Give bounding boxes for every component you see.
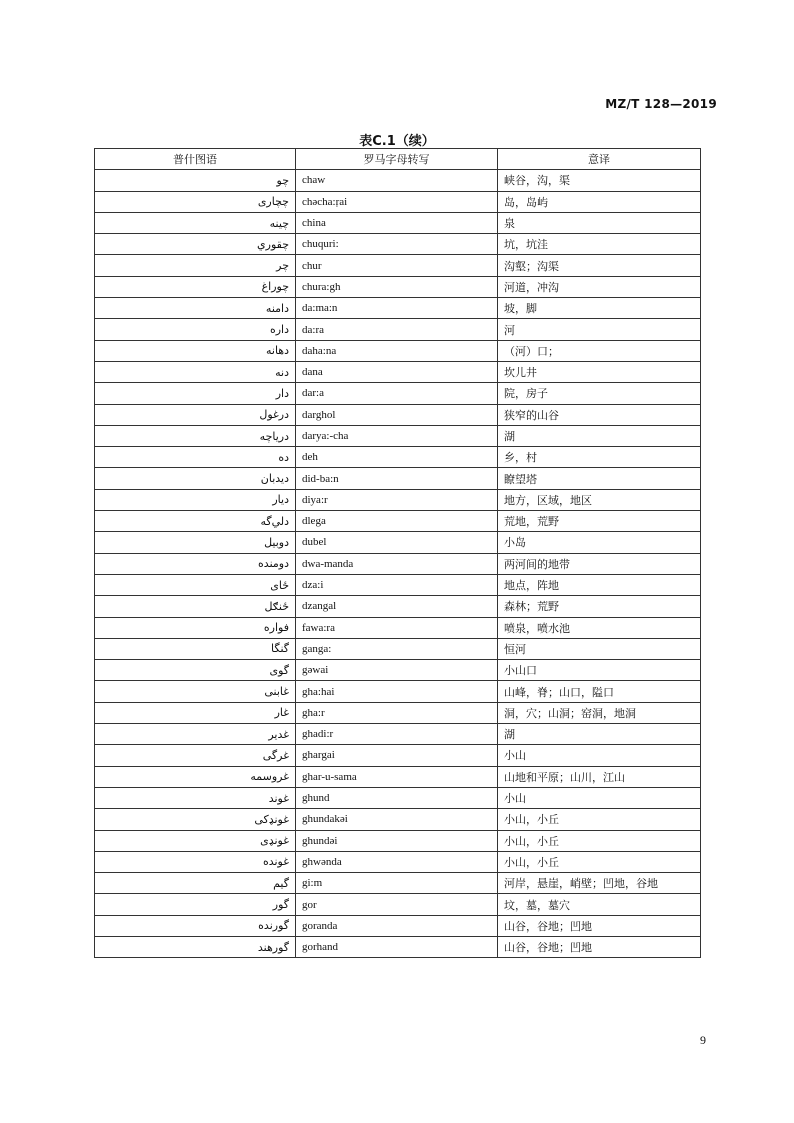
cell-romanization: da:ra [296, 319, 498, 340]
table-row [95, 340, 701, 361]
table-row [95, 915, 701, 936]
cell-pashto: چقوري [95, 234, 296, 255]
cell-pashto: گورهند [95, 936, 296, 957]
table-row [95, 766, 701, 787]
table-row [95, 255, 701, 276]
cell-meaning: 小山 [498, 745, 701, 766]
cell-romanization: gəwai [296, 660, 498, 681]
cell-meaning: 喷泉，喷水池 [498, 617, 701, 638]
table-row [95, 191, 701, 212]
cell-meaning: 河 [498, 319, 701, 340]
cell-meaning: 狭窄的山谷 [498, 404, 701, 425]
cell-meaning: 小山，小丘 [498, 851, 701, 872]
table-row [95, 447, 701, 468]
cell-romanization: darya:-cha [296, 425, 498, 446]
cell-pashto: دوبيل [95, 532, 296, 553]
cell-pashto: گوى [95, 660, 296, 681]
table-row [95, 319, 701, 340]
cell-pashto: غروسمه [95, 766, 296, 787]
column-header-romanization: 罗马字母转写 [296, 149, 498, 170]
table-title: 表C.1（续） [359, 134, 435, 149]
cell-romanization: dza:i [296, 574, 498, 595]
cell-pashto: غونده [95, 851, 296, 872]
cell-pashto: چچارى [95, 191, 296, 212]
table-row [95, 809, 701, 830]
table-row [95, 660, 701, 681]
glossary-table [94, 148, 701, 958]
cell-pashto: چينه [95, 212, 296, 233]
cell-meaning: 岛，岛屿 [498, 191, 701, 212]
cell-meaning: 坎儿井 [498, 361, 701, 382]
cell-meaning: 坑，坑洼 [498, 234, 701, 255]
table-row [95, 787, 701, 808]
cell-meaning: 峡谷，沟，渠 [498, 170, 701, 191]
cell-pashto: گورنده [95, 915, 296, 936]
cell-meaning: 荒地，荒野 [498, 511, 701, 532]
cell-romanization: dar:a [296, 383, 498, 404]
cell-pashto: داره [95, 319, 296, 340]
cell-meaning: 湖 [498, 425, 701, 446]
table-row [95, 830, 701, 851]
table-row [95, 574, 701, 595]
cell-romanization: da:ma:n [296, 298, 498, 319]
cell-romanization: ghwənda [296, 851, 498, 872]
cell-pashto: گور [95, 894, 296, 915]
cell-pashto: درغول [95, 404, 296, 425]
cell-romanization: ghundəi [296, 830, 498, 851]
cell-romanization: ghadi:r [296, 724, 498, 745]
cell-romanization: gha:hai [296, 681, 498, 702]
cell-meaning: 小山口 [498, 660, 701, 681]
cell-meaning: 小山，小丘 [498, 830, 701, 851]
column-header-meaning: 意译 [498, 149, 701, 170]
table-row [95, 298, 701, 319]
cell-romanization: dlega [296, 511, 498, 532]
table-row [95, 404, 701, 425]
cell-pashto: گنگا [95, 638, 296, 659]
cell-romanization: gha:r [296, 702, 498, 723]
column-header-pashto: 普什图语 [95, 149, 296, 170]
table-row [95, 170, 701, 191]
cell-meaning: 坡，脚 [498, 298, 701, 319]
cell-romanization: chura:gh [296, 276, 498, 297]
cell-romanization: chur [296, 255, 498, 276]
cell-pashto: دهانه [95, 340, 296, 361]
cell-meaning: 小岛 [498, 532, 701, 553]
table-row [95, 383, 701, 404]
cell-pashto: غونډكى [95, 809, 296, 830]
cell-pashto: چو [95, 170, 296, 191]
cell-meaning: 地方，区域，地区 [498, 489, 701, 510]
cell-romanization: chuquri: [296, 234, 498, 255]
cell-meaning: 河岸，悬崖，峭壁；凹地，谷地 [498, 873, 701, 894]
cell-meaning: 沟壑；沟渠 [498, 255, 701, 276]
table-row [95, 873, 701, 894]
standard-code: MZ/T 128—2019 [605, 97, 717, 111]
cell-meaning: 洞，穴；山洞；窑洞，地洞 [498, 702, 701, 723]
cell-romanization: gi:m [296, 873, 498, 894]
cell-meaning: 森林；荒野 [498, 596, 701, 617]
cell-romanization: ghar-u-sama [296, 766, 498, 787]
table-row [95, 532, 701, 553]
table-row [95, 702, 701, 723]
cell-meaning: 泉 [498, 212, 701, 233]
table-row [95, 638, 701, 659]
cell-meaning: 山地和平原；山川，江山 [498, 766, 701, 787]
cell-pashto: غرگى [95, 745, 296, 766]
table-row [95, 425, 701, 446]
cell-romanization: did-ba:n [296, 468, 498, 489]
cell-meaning: 山谷，谷地；凹地 [498, 936, 701, 957]
cell-pashto: دنه [95, 361, 296, 382]
cell-pashto: دلي‌گه [95, 511, 296, 532]
table-row [95, 234, 701, 255]
cell-romanization: ghundakəi [296, 809, 498, 830]
cell-romanization: ganga: [296, 638, 498, 659]
cell-pashto: دار [95, 383, 296, 404]
cell-romanization: dwa-manda [296, 553, 498, 574]
cell-pashto: ديار [95, 489, 296, 510]
cell-meaning: 地点，阵地 [498, 574, 701, 595]
cell-pashto: درياچه [95, 425, 296, 446]
cell-romanization: dana [296, 361, 498, 382]
cell-meaning: 小山 [498, 787, 701, 808]
cell-meaning: 湖 [498, 724, 701, 745]
table-row [95, 936, 701, 957]
cell-romanization: gor [296, 894, 498, 915]
cell-pashto: غدير [95, 724, 296, 745]
cell-meaning: 乡，村 [498, 447, 701, 468]
cell-pashto: ده [95, 447, 296, 468]
table-row [95, 468, 701, 489]
cell-meaning: 瞭望塔 [498, 468, 701, 489]
cell-pashto: غوند [95, 787, 296, 808]
cell-romanization: diya:r [296, 489, 498, 510]
cell-pashto: ځاى [95, 574, 296, 595]
cell-meaning: 恒河 [498, 638, 701, 659]
cell-meaning: 坟，墓，墓穴 [498, 894, 701, 915]
cell-romanization: ghund [296, 787, 498, 808]
table-row [95, 617, 701, 638]
cell-romanization: fawa:ra [296, 617, 498, 638]
cell-meaning: 两河间的地带 [498, 553, 701, 574]
table-body [95, 170, 701, 958]
cell-pashto: غابنى [95, 681, 296, 702]
cell-romanization: chaw [296, 170, 498, 191]
cell-pashto: غار [95, 702, 296, 723]
cell-romanization: goranda [296, 915, 498, 936]
table-row [95, 724, 701, 745]
cell-pashto: چر [95, 255, 296, 276]
cell-pashto: غونډى [95, 830, 296, 851]
cell-romanization: deh [296, 447, 498, 468]
cell-romanization: ghargai [296, 745, 498, 766]
table-row [95, 596, 701, 617]
cell-pashto: فواره [95, 617, 296, 638]
cell-romanization: china [296, 212, 498, 233]
cell-romanization: darghol [296, 404, 498, 425]
table-row [95, 851, 701, 872]
cell-meaning: 河道，冲沟 [498, 276, 701, 297]
cell-pashto: گيم [95, 873, 296, 894]
table-row [95, 212, 701, 233]
table-row [95, 894, 701, 915]
table-header-row [95, 149, 701, 170]
cell-romanization: gorhand [296, 936, 498, 957]
cell-pashto: دامنه [95, 298, 296, 319]
table-row [95, 276, 701, 297]
table-row [95, 745, 701, 766]
cell-romanization: dzangal [296, 596, 498, 617]
cell-meaning: 山谷，谷地；凹地 [498, 915, 701, 936]
cell-pashto: ديدبان [95, 468, 296, 489]
table-row [95, 553, 701, 574]
table-row [95, 681, 701, 702]
table-row [95, 361, 701, 382]
cell-romanization: dubel [296, 532, 498, 553]
table-row [95, 489, 701, 510]
cell-romanization: chəcha:ṛai [296, 191, 498, 212]
page-number: 9 [700, 1033, 706, 1047]
cell-meaning: 小山，小丘 [498, 809, 701, 830]
cell-pashto: چوراغ [95, 276, 296, 297]
cell-meaning: （河）口； [498, 340, 701, 361]
cell-romanization: daha:na [296, 340, 498, 361]
cell-meaning: 山峰，脊；山口，隘口 [498, 681, 701, 702]
table-row [95, 511, 701, 532]
cell-meaning: 院，房子 [498, 383, 701, 404]
cell-pashto: دومنده [95, 553, 296, 574]
cell-pashto: ځنګل [95, 596, 296, 617]
